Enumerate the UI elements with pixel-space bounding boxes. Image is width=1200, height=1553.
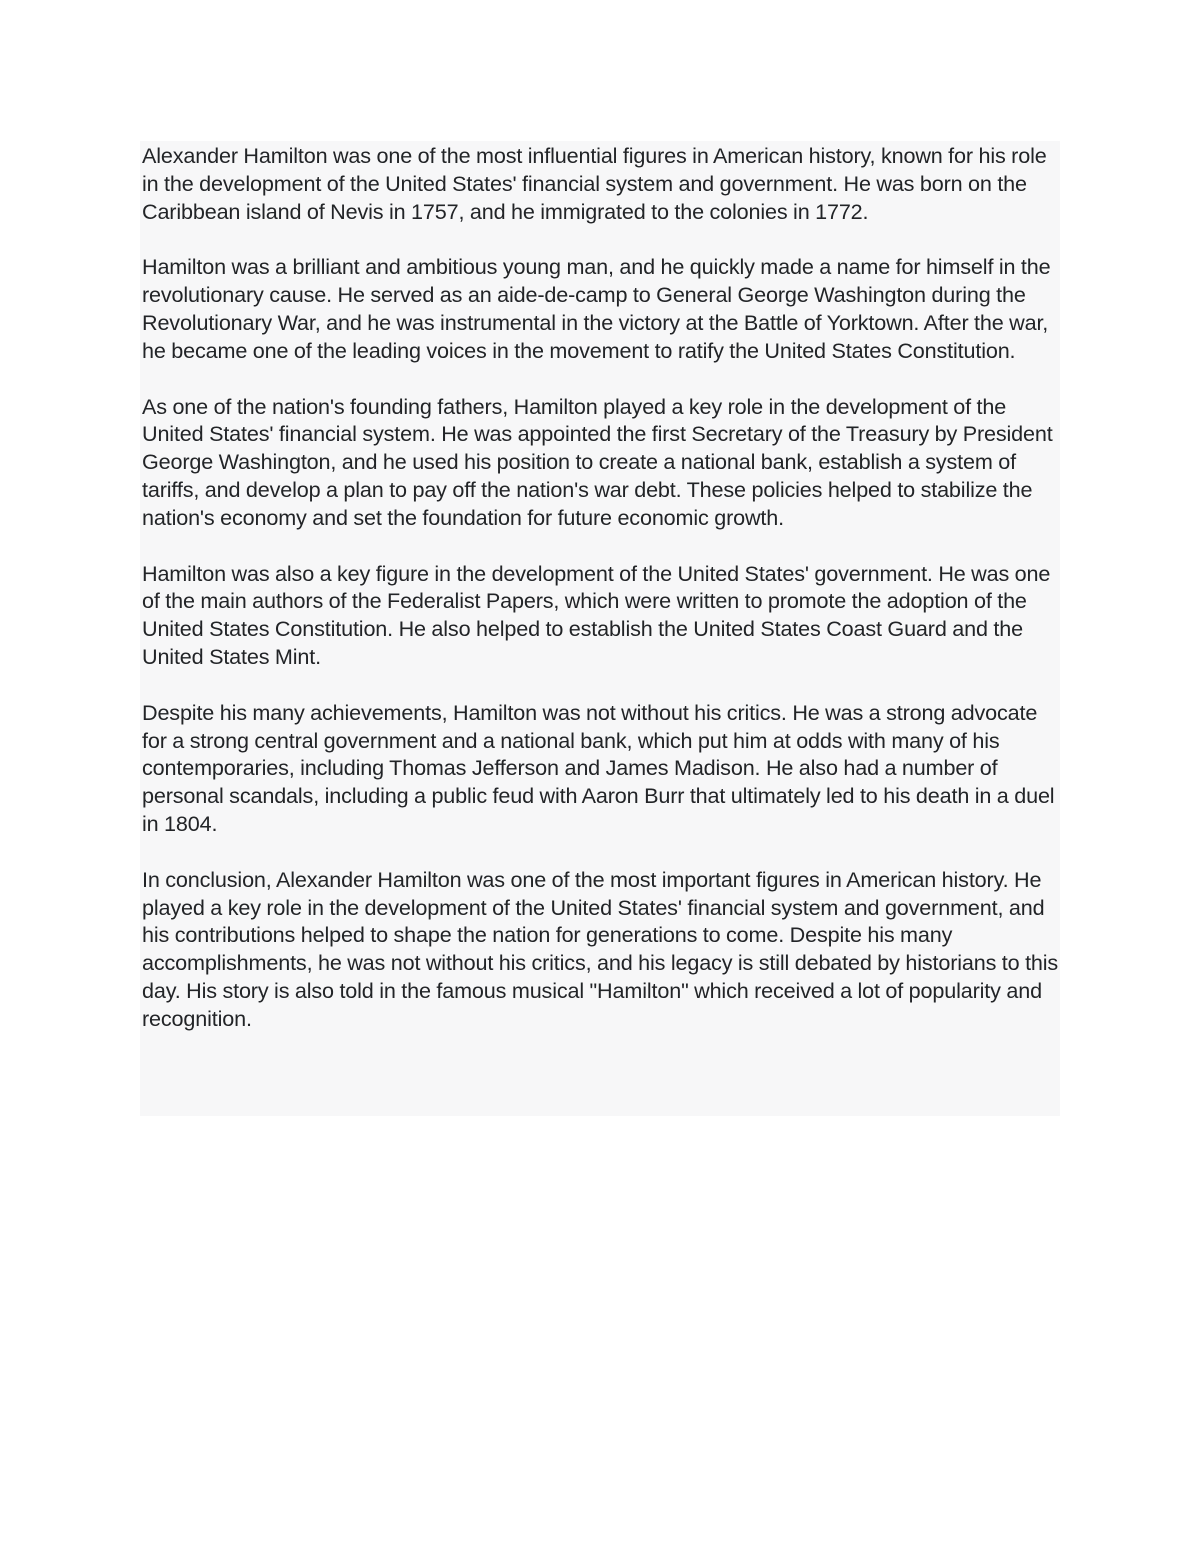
paragraph-conclusion: In conclusion, Alexander Hamilton was one of the most important figures in American history. He played a key role in the development of the United States' financial system and government, and his contributions helped to shape the nation for generations to come. Despite his many accomplishments, he was not without his critics, and his legacy is still debated by historians to this day. His story is also told in the famous musical "Hamilton" which received a lot of popularity and recognition. bbox=[142, 866, 1059, 1031]
document-text-block bbox=[140, 141, 1060, 1116]
paragraph-government: Hamilton was also a key figure in the development of the United States' government. He was one of the main authors of the Federalist Papers, which were written to promote the adoption of the United States Constitution. He also helped to establish the United States Coast Guard and the United States Mint. bbox=[142, 560, 1051, 669]
paragraph-critics: Despite his many achievements, Hamilton was not without his critics. He was a strong advocate for a strong central government and a national bank, which put him at odds with many of his contemporaries, including Thomas Jefferson and James Madison. He also had a number of personal scandals, including a public feud with Aaron Burr that ultimately led to his death in a duel in 1804. bbox=[142, 699, 1055, 836]
paragraph-intro: Alexander Hamilton was one of the most influential figures in American history, known for his role in the development of the United States' financial system and government. He was born on the Caribbean island of Nevis in 1757, and he immigrated to the colonies in 1772. bbox=[142, 143, 1047, 224]
paragraph-revolution: Hamilton was a brilliant and ambitious young man, and he quickly made a name for himself in the revolutionary cause. He served as an aide-de-camp to General George Washington during the Revolutionary War, and he was instrumental in the victory at the Battle of Yorktown. After the war, he became one of the leading voices in the movement to ratify the United States Constitution. bbox=[142, 254, 1051, 363]
paragraph-treasury: As one of the nation's founding fathers, Hamilton played a key role in the development of the United States' financial system. He was appointed the first Secretary of the Treasury by President George Washington, and he used his position to create a national bank, establish a system of tariffs, and develop a plan to pay off the nation's war debt. These policies helped to stabilize the nation's economy and set the foundation for future economic growth. bbox=[142, 393, 1053, 530]
